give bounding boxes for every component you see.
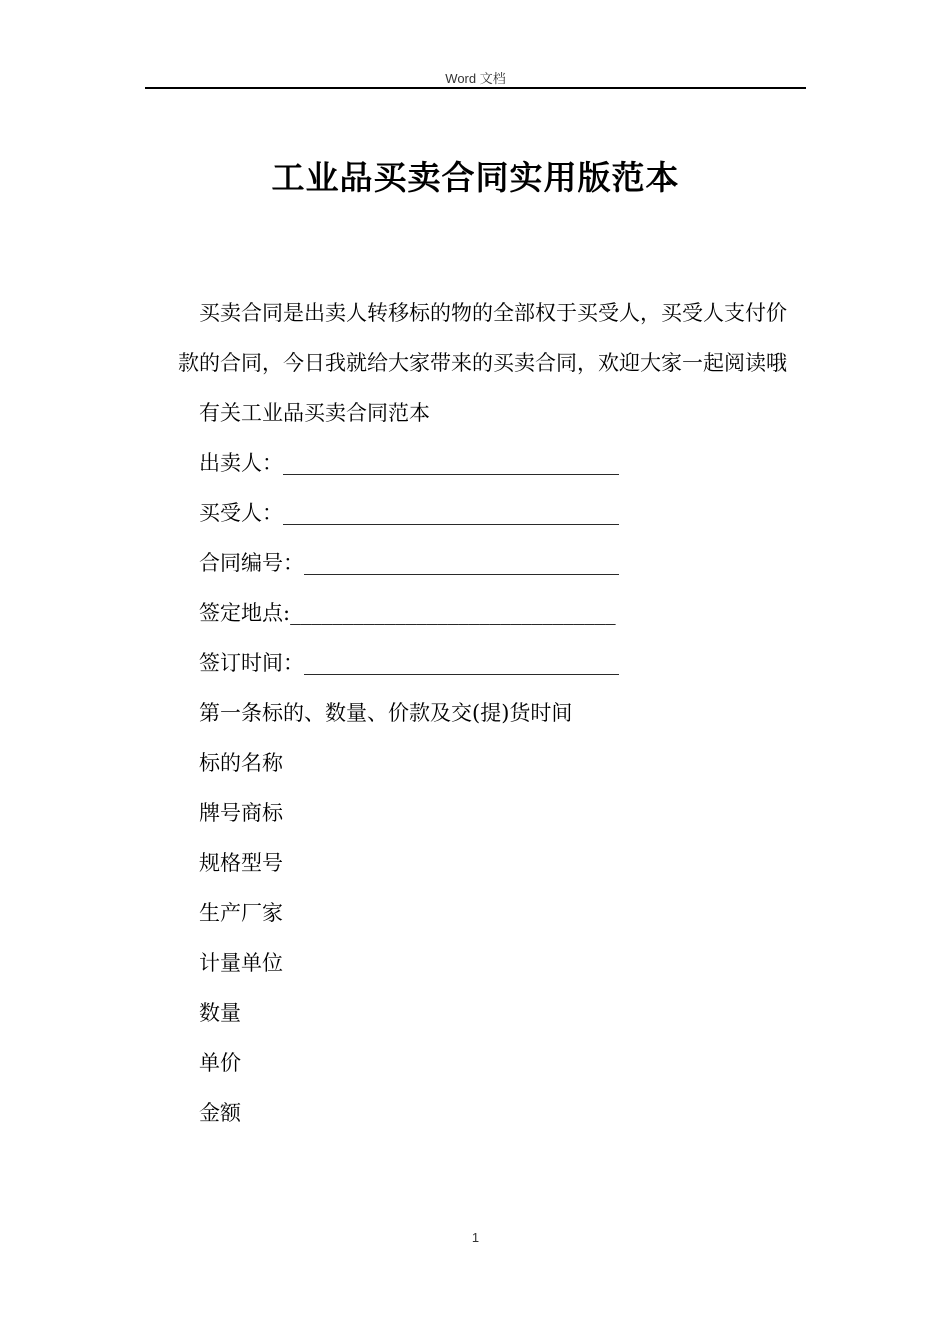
document-body <box>178 288 806 1138</box>
field-buyer: 买受人：________________________________ <box>199 501 619 525</box>
header-rule <box>145 87 806 89</box>
intro-paragraph: 买卖合同是出卖人转移标的物的全部权于买受人，买受人支付价款的合同，今日我就给大家带来的买卖合同，欢迎大家一起阅读哦 <box>178 301 787 375</box>
field-contract-number: 合同编号：______________________________ <box>199 551 619 575</box>
page-number: 1 <box>471 1230 480 1245</box>
field-signing-place: 签定地点:_______________________________ <box>199 601 616 625</box>
item-amount: 金额 <box>199 1101 241 1125</box>
item-manufacturer: 生产厂家 <box>199 901 283 925</box>
field-signing-time: 签订时间：______________________________ <box>199 651 619 675</box>
document-title: 工业品买卖合同实用版范本 <box>271 158 680 197</box>
heading-related-contract: 有关工业品买卖合同范本 <box>199 401 430 425</box>
item-quantity: 数量 <box>199 1001 241 1025</box>
item-brand-trademark: 牌号商标 <box>199 801 283 825</box>
field-seller: 出卖人：________________________________ <box>199 451 619 475</box>
item-subject-name: 标的名称 <box>199 751 283 775</box>
item-specification-model: 规格型号 <box>199 851 283 875</box>
article-one-heading: 第一条标的、数量、价款及交(提)货时间 <box>199 701 573 725</box>
item-unit-of-measure: 计量单位 <box>199 951 283 975</box>
page-header: Word 文档 <box>445 71 506 86</box>
item-unit-price: 单价 <box>199 1051 241 1075</box>
